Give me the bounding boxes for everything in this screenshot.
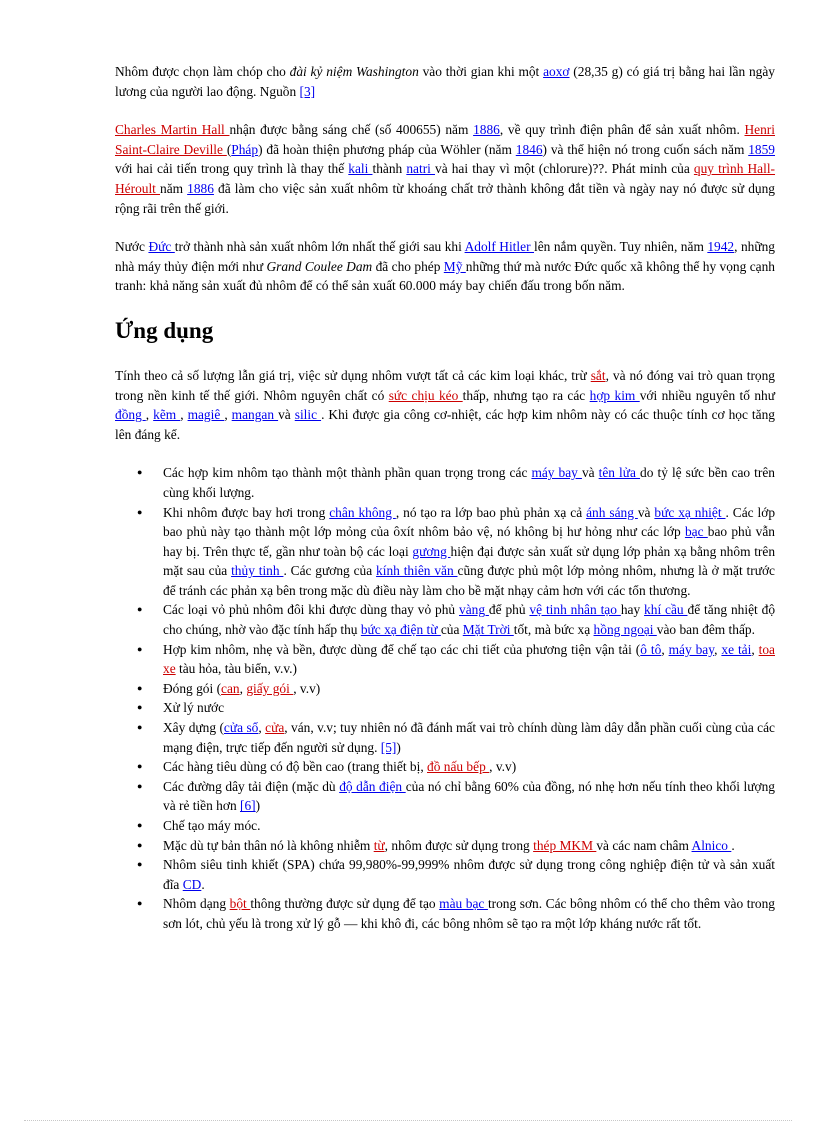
text: Các loại vỏ phủ nhôm đôi khi được dùng thay vỏ phủ bbox=[163, 602, 459, 618]
link-do-nau-bep[interactable]: đồ nấu bếp bbox=[427, 759, 490, 775]
text: tàu hỏa, tàu biển, v.v.) bbox=[175, 661, 297, 677]
text: (28,35 g) có giá trị bằng hai lần ngày lương của người lao động. Nguồn bbox=[115, 64, 776, 99]
text: ) bbox=[396, 739, 401, 755]
section-heading: Ứng dụng bbox=[115, 317, 214, 343]
link-ref-3[interactable]: [3] bbox=[299, 83, 316, 99]
link-kinh-thien-van[interactable]: kính thiên văn bbox=[376, 563, 458, 579]
text: , ván, v.v; tuy nhiên nó đã đánh mất vai trò chính dùng làm dây dẫn phần cuối cùng của các mạng điện, trực tiếp đến người sử dụng. bbox=[163, 720, 775, 755]
emphasis: đài kỷ niệm Washington bbox=[289, 64, 419, 79]
link-charles-martin-hall[interactable]: Charles Martin Hall bbox=[115, 122, 230, 138]
text: , v.v) bbox=[489, 759, 517, 775]
text: trở thành nhà sản xuất nhôm lớn nhất thế giới sau khi bbox=[174, 239, 465, 255]
text: , những nhà máy thủy điện mới như bbox=[115, 239, 775, 274]
link-hop-kim[interactable]: hợp kim bbox=[589, 387, 640, 403]
text: nhận được bằng sáng chế (số 400655) năm bbox=[229, 122, 474, 138]
link-may-bay[interactable]: máy bay bbox=[531, 465, 582, 481]
paragraph-applications-intro bbox=[115, 366, 775, 444]
text: . Các lớp bao phủ này tạo thành một lớp mỏng của ôxít nhôm bảo vệ, nó không bị hư hỏng như các lớp bbox=[163, 504, 776, 540]
text: , bbox=[224, 407, 232, 423]
link-thuy-tinh[interactable]: thủy tinh bbox=[231, 563, 284, 579]
text: , nó tạo ra lớp bao phủ phản xạ cả bbox=[395, 504, 587, 520]
text: Xử lý nước bbox=[163, 700, 225, 716]
list-item bbox=[163, 698, 775, 718]
text: đã cho phép bbox=[372, 258, 444, 274]
link-o-to[interactable]: ô tô bbox=[640, 641, 662, 657]
text: . bbox=[201, 876, 205, 892]
text: Khi nhôm được bay hơi trong bbox=[163, 504, 330, 520]
text: , về quy trình điện phân để sản xuất nhôm. bbox=[499, 122, 745, 138]
link-khi-cau[interactable]: khí cầu bbox=[644, 602, 688, 618]
link-thep-mkm[interactable]: thép MKM bbox=[533, 837, 597, 853]
text: Nước bbox=[115, 239, 149, 255]
link-may-bay-2[interactable]: máy bay bbox=[668, 641, 715, 657]
link-kem[interactable]: kẽm bbox=[153, 407, 181, 423]
text: ) đã hoàn thiện phương pháp của Wöhler (năm bbox=[258, 141, 516, 157]
text: Đóng gói ( bbox=[163, 680, 222, 696]
page-divider bbox=[24, 1120, 792, 1121]
link-my[interactable]: Mỹ bbox=[443, 258, 466, 274]
link-buc-xa-nhiet[interactable]: bức xạ nhiệt bbox=[654, 504, 726, 520]
list-item bbox=[163, 463, 775, 502]
text: và hai thay vì một (chlorure)??. Phát minh của bbox=[435, 161, 694, 177]
text: , bbox=[258, 720, 266, 736]
list-item bbox=[163, 600, 775, 639]
text: với nhiều nguyên tố như bbox=[639, 387, 775, 403]
paragraph-germany bbox=[115, 237, 775, 296]
link-guong[interactable]: gương bbox=[412, 543, 451, 559]
link-1886[interactable]: 1886 bbox=[473, 122, 500, 138]
text: Xây dựng ( bbox=[163, 720, 224, 736]
link-giay-goi[interactable]: giấy gói bbox=[246, 680, 294, 696]
text: để phủ bbox=[488, 602, 530, 618]
text: , v.v) bbox=[293, 680, 321, 696]
text: . Các gương của bbox=[283, 563, 377, 579]
link-natri[interactable]: natri bbox=[406, 161, 435, 177]
text: , bbox=[145, 407, 154, 423]
emphasis: Grand Coulee Dam bbox=[266, 258, 373, 274]
text: Nhôm được chọn làm chóp cho bbox=[115, 64, 290, 79]
link-ve-tinh-nhan-tao[interactable]: vệ tinh nhân tạo bbox=[529, 602, 621, 618]
link-1942[interactable]: 1942 bbox=[707, 239, 735, 255]
text: đã làm cho việc sản xuất nhôm từ khoáng chất trở thành không đắt tiền và ngày nay nó được sử dụng rộng rãi trên thế giới. bbox=[115, 180, 775, 216]
link-hall-heroult[interactable]: quy trình Hall-Héroult bbox=[115, 161, 776, 196]
text: và các nam châm bbox=[596, 837, 692, 853]
text: cũng được phủ một lớp mỏng nhôm, nhưng là ở mặt trước để tránh các phản xạ bên trong mặc dù điều này làm cho bề mặt nhạy cảm hơn với các tổn thương. bbox=[163, 563, 775, 598]
text: lên nắm quyền. Tuy nhiên, năm bbox=[534, 239, 708, 255]
text: Các hợp kim nhôm tạo thành một thành phần quan trọng trong các bbox=[163, 465, 532, 481]
text: Tính theo cả số lượng lẫn giá trị, việc sử dụng nhôm vượt tất cả các kim loại khác, trừ bbox=[115, 367, 591, 383]
link-silic[interactable]: silic bbox=[294, 407, 322, 423]
link-deville[interactable]: Henri Saint-Claire Deville bbox=[115, 122, 775, 157]
text: , bbox=[180, 407, 188, 423]
text: Các đường dây tải điện (mặc dù bbox=[163, 778, 340, 794]
text: , bbox=[239, 680, 247, 696]
link-kali[interactable]: kali bbox=[348, 161, 373, 177]
list-item bbox=[163, 503, 775, 601]
text: ( bbox=[226, 141, 232, 157]
text: bao phủ vẫn hay bị. Trên thực tế, gần như toàn bộ các loại bbox=[163, 524, 775, 559]
list-item bbox=[163, 836, 775, 856]
text: Hợp kim nhôm, nhẹ và bền, được dùng để chế tạo các chi tiết của phương tiện vận tải ( bbox=[163, 641, 641, 657]
link-dong[interactable]: đồng bbox=[115, 407, 146, 423]
link-hong-ngoai[interactable]: hồng ngoại bbox=[593, 622, 657, 638]
text: . Khi được gia công cơ-nhiệt, các hợp kim nhôm này có các thuộc tính cơ học tăng lên đáng kể. bbox=[115, 407, 775, 442]
text: thành bbox=[372, 161, 407, 177]
text: trong sơn. Các bông nhôm có thể cho thêm vào trong sơn lót, chủ yếu là trong xử lý gỗ — khi khô đi, các bông nhôm sẽ tạo ra một lớp kháng nước rất tốt. bbox=[163, 896, 775, 931]
link-alnico[interactable]: Alnico bbox=[691, 837, 732, 853]
paragraph-washington bbox=[115, 62, 775, 101]
text: , bbox=[714, 641, 722, 657]
list-item bbox=[163, 718, 775, 757]
text: Mặc dù tự bản thân nó là không nhiễm bbox=[163, 837, 374, 853]
link-ten-lua[interactable]: tên lửa bbox=[598, 465, 641, 481]
link-mat-troi[interactable]: Mặt Trời bbox=[462, 622, 514, 638]
link-sat[interactable]: sắt bbox=[590, 367, 606, 383]
text: Chế tạo máy móc. bbox=[163, 818, 261, 833]
list-item bbox=[163, 757, 775, 777]
text: , bbox=[661, 641, 669, 657]
link-cua[interactable]: cửa bbox=[265, 720, 285, 736]
link-magie[interactable]: magiê bbox=[187, 407, 225, 423]
link-bac[interactable]: bạc bbox=[684, 524, 708, 540]
text: Các hàng tiêu dùng có độ bền cao (trang thiết bị, bbox=[163, 759, 428, 775]
text: để tăng nhiệt độ cho chúng, nhờ vào đặc tính hấp thụ bbox=[163, 602, 776, 638]
text: hiện đại được sản xuất sử dụng lớp phản xạ bằng nhôm trên mặt sau của bbox=[163, 543, 776, 579]
link-phap[interactable]: Pháp bbox=[231, 141, 259, 157]
document-page bbox=[115, 62, 775, 934]
link-1886-b[interactable]: 1886 bbox=[187, 180, 214, 196]
text: vào thời gian khi một bbox=[418, 64, 544, 79]
link-mau-bac[interactable]: màu bạc bbox=[439, 896, 488, 912]
link-buc-xa-dien-tu[interactable]: bức xạ điện từ bbox=[360, 622, 441, 638]
text: và bbox=[637, 504, 655, 520]
list-item bbox=[163, 640, 775, 679]
list-item bbox=[163, 894, 775, 933]
text: thông thường được sử dụng để tạo bbox=[250, 896, 440, 912]
text: hay bbox=[620, 602, 645, 618]
link-chan-khong[interactable]: chân không bbox=[329, 504, 396, 520]
text: năm bbox=[160, 180, 188, 196]
link-aoxo[interactable]: aoxơ bbox=[543, 64, 570, 79]
link-mangan[interactable]: mangan bbox=[231, 407, 279, 423]
link-cd[interactable]: CD bbox=[182, 876, 202, 892]
text: thấp, nhưng tạo ra các bbox=[462, 387, 590, 403]
link-toa-xe[interactable]: toa xe bbox=[163, 641, 775, 677]
link-cua-so[interactable]: cửa sổ bbox=[223, 720, 259, 736]
text: Nhôm siêu tinh khiết (SPA) chứa 99,980%-99,999% nhôm được sử dụng trong công nghiệp điện tử và sản xuất đĩa bbox=[163, 857, 775, 892]
list-item bbox=[163, 679, 775, 699]
link-ref-5[interactable]: [5] bbox=[380, 739, 397, 755]
link-adolf-hitler[interactable]: Adolf Hitler bbox=[464, 239, 534, 255]
paragraph-hall bbox=[115, 120, 775, 218]
text: do tỷ lệ sức bền cao trên cùng khối lượng. bbox=[163, 465, 775, 500]
list-item bbox=[163, 777, 775, 816]
text: , bbox=[751, 641, 759, 657]
link-suc-chiu-keo[interactable]: sức chịu kéo bbox=[388, 387, 463, 403]
text: ) bbox=[255, 798, 261, 814]
text: , nhôm được sử dụng trong bbox=[384, 837, 534, 853]
text: và bbox=[581, 465, 599, 481]
text: . bbox=[731, 837, 735, 853]
text: ) và thể hiện nó trong cuốn sách năm bbox=[542, 141, 749, 157]
text: và bbox=[278, 407, 295, 423]
text: với hai cải tiến trong quy trình là thay thế bbox=[115, 161, 349, 177]
link-bot[interactable]: bột bbox=[229, 896, 251, 912]
link-1859[interactable]: 1859 bbox=[748, 141, 775, 157]
text: những thứ mà nước Đức quốc xã không thể hy vọng cạnh tranh: khả năng sản xuất đủ nhôm để có thể sản xuất 60.000 máy bay chiến đấu trong bốn năm. bbox=[115, 258, 775, 294]
text: Nhôm dạng bbox=[163, 896, 230, 912]
link-vang[interactable]: vàng bbox=[459, 602, 489, 618]
text: vào ban đêm thấp. bbox=[656, 622, 755, 638]
text: tốt, mà bức xạ bbox=[513, 622, 594, 638]
list-item bbox=[163, 816, 775, 836]
link-do-dan-dien[interactable]: độ dẫn điện bbox=[339, 778, 406, 794]
link-tu[interactable]: từ bbox=[373, 837, 385, 853]
list-item bbox=[163, 855, 775, 894]
text: của nó chỉ bằng 60% của đồng, nó nhẹ hơn nếu tính theo khối lượng và rẻ tiền hơn bbox=[163, 778, 775, 814]
link-ref-6[interactable]: [6] bbox=[239, 798, 256, 814]
text: của bbox=[440, 622, 463, 638]
link-xe-tai[interactable]: xe tải bbox=[721, 641, 752, 657]
text: , và nó đóng vai trò quan trọng trong nền kinh tế thế giới. Nhôm nguyên chất có bbox=[115, 367, 776, 403]
link-1846[interactable]: 1846 bbox=[515, 141, 543, 157]
link-anh-sang[interactable]: ánh sáng bbox=[586, 504, 638, 520]
applications-list bbox=[115, 463, 775, 933]
link-duc[interactable]: Đức bbox=[148, 239, 175, 255]
link-can[interactable]: can bbox=[221, 680, 240, 696]
